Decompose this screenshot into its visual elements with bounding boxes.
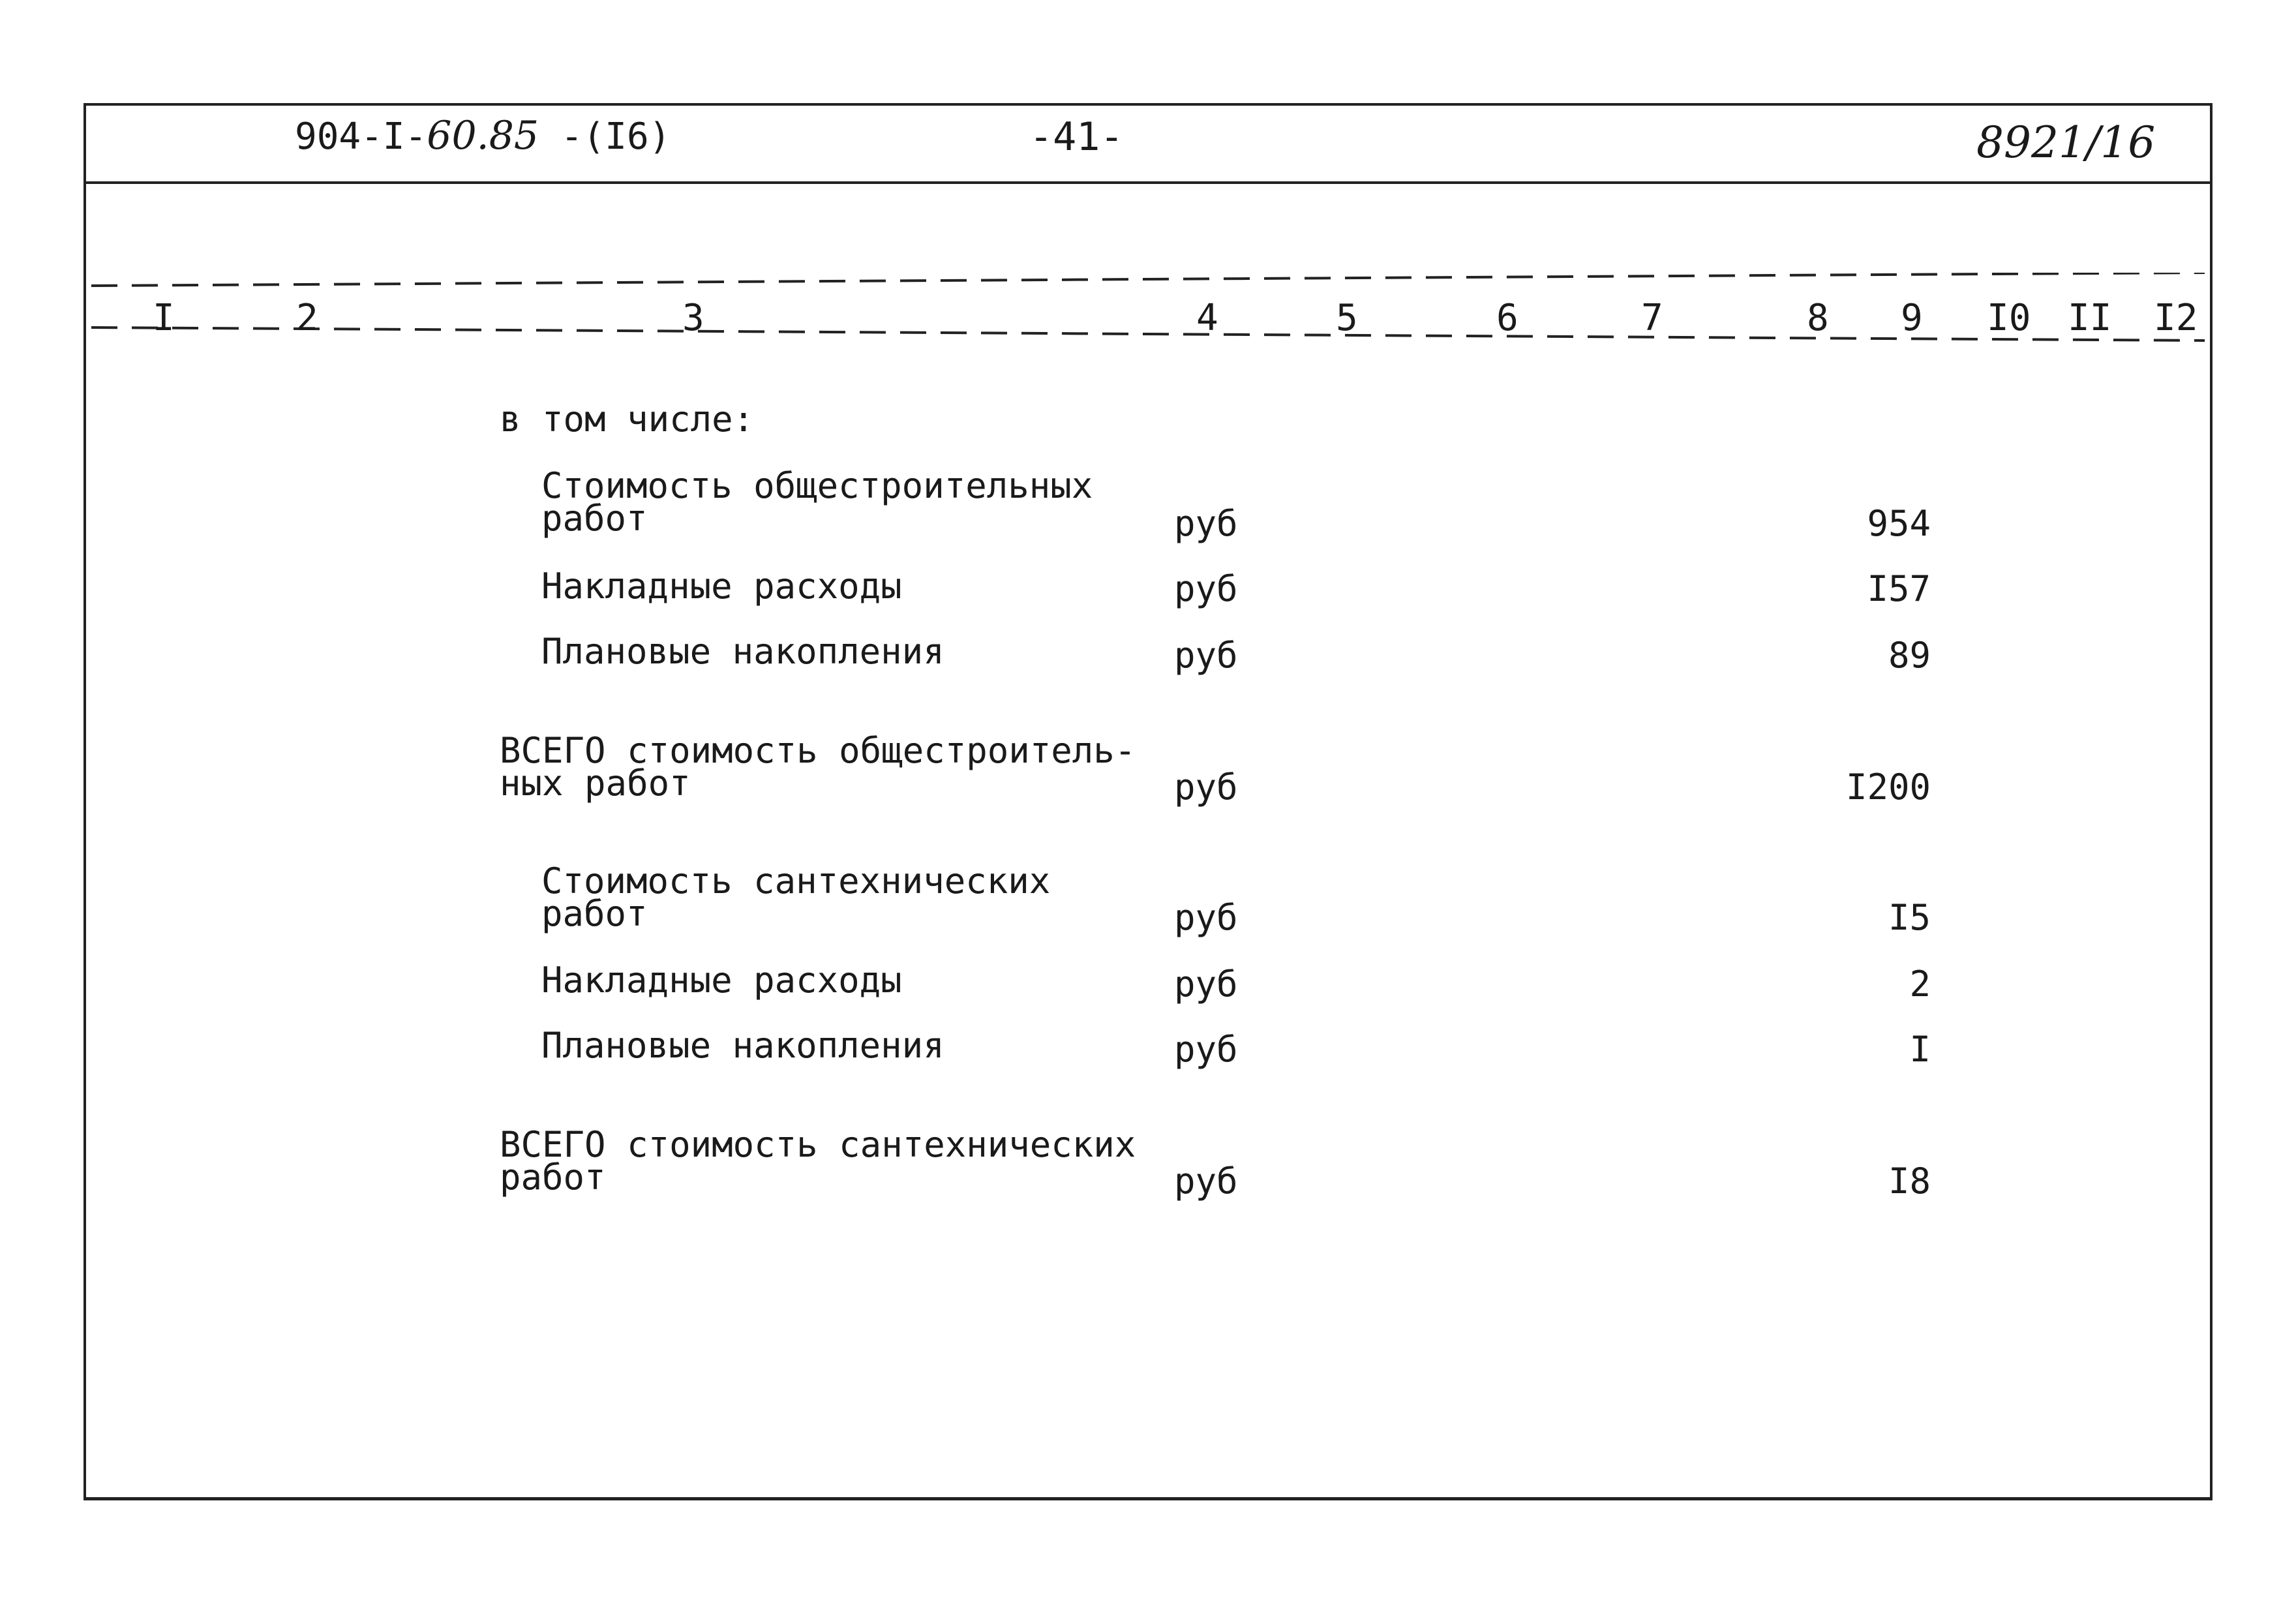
row-unit: руб [1174, 767, 1238, 808]
row-value: I [1909, 1029, 1931, 1070]
row-label-planned-savings: Плановые накопления [541, 1025, 944, 1066]
row-label-total-sanitary-works: ВСЕГО стоимость сантехнических работ [500, 1124, 1136, 1198]
row-label-planned-savings: Плановые накопления [541, 631, 944, 672]
archive-number: 8921/16 [1976, 117, 2156, 168]
row-value: 954 [1867, 503, 1931, 544]
document-code-suffix: -(I6) [560, 115, 671, 158]
column-number-2: 2 [296, 297, 318, 339]
column-number-1: I [153, 297, 175, 339]
row-unit: руб [1174, 897, 1238, 938]
column-number-11: II [2068, 297, 2112, 339]
row-value: 2 [1909, 964, 1931, 1005]
row-unit: руб [1174, 568, 1238, 609]
row-label-overhead: Накладные расходы [541, 960, 902, 1001]
column-number-4: 4 [1196, 297, 1218, 339]
row-label-general-construction-cost: Стоимость общестроительных работ [541, 465, 1093, 539]
column-number-3: 3 [682, 297, 704, 339]
row-value: 89 [1888, 635, 1931, 676]
header-divider [86, 181, 2210, 184]
row-label-total-general-construction: ВСЕГО стоимость общестроитель- ных работ [500, 730, 1136, 804]
row-value: I8 [1888, 1161, 1931, 1202]
column-number-9: 9 [1901, 297, 1923, 339]
row-unit: руб [1174, 1029, 1238, 1070]
row-unit: руб [1174, 1161, 1238, 1202]
column-number-5: 5 [1336, 297, 1358, 339]
row-label-overhead: Накладные расходы [541, 566, 902, 607]
page-number: -41- [1029, 114, 1124, 160]
column-number-8: 8 [1807, 297, 1829, 339]
row-value: I5 [1888, 897, 1931, 938]
row-value: I57 [1867, 568, 1931, 609]
document-code [295, 113, 671, 159]
row-unit: руб [1174, 964, 1238, 1005]
row-label-sanitary-works-cost: Стоимость сантехнических работ [541, 860, 1051, 934]
column-number-7: 7 [1641, 297, 1663, 339]
column-number-dash-lines [91, 273, 2205, 344]
row-unit: руб [1174, 635, 1238, 676]
row-value: I200 [1845, 767, 1931, 808]
column-number-10: I0 [1987, 297, 2031, 339]
column-number-12: I2 [2154, 297, 2198, 339]
column-number-6: 6 [1496, 297, 1518, 339]
document-code-handwritten: 60.85 [427, 113, 539, 159]
document-code-prefix: 904-I- [295, 115, 427, 158]
row-unit: руб [1174, 503, 1238, 544]
section-intro: в том числе: [500, 399, 755, 440]
